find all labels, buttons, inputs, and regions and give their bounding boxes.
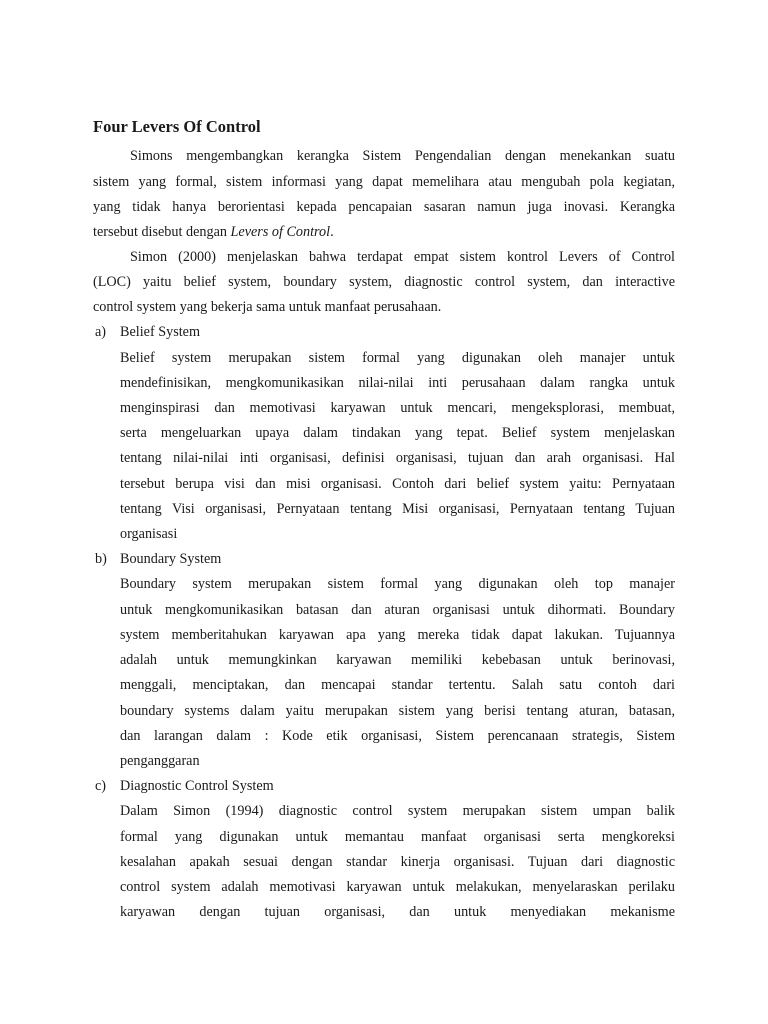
section-b-line-2: untuk mengkomunikasikan batasan dan aturan organisasi untuk dihormati. Boundary [120,602,675,618]
section-a-line-1: Belief system merupakan sistem formal yang digunakan oleh manajer untuk [120,350,675,366]
section-b-line-6: boundary systems dalam yaitu merupakan sistem yang berisi tentang aturan, batasan, [120,703,675,719]
page-title: Four Levers Of Control [93,117,261,136]
loc-line-2: (LOC) yaitu belief system, boundary system, diagnostic control system, dan interactive [93,274,675,290]
section-b-line-5: menggali, menciptakan, dan mencapai standar tertentu. Salah satu contoh dari [120,677,675,693]
intro-line-4 [93,222,334,242]
loc-line-1: Simon (2000) menjelaskan bahwa terdapat empat sistem kontrol Levers of Control [130,249,675,265]
section-c-line-3: kesalahan apakah sesuai dengan standar kinerja organisasi. Tujuan dari diagnostic [120,854,675,870]
section-a-line-6: tersebut berupa visi dan misi organisasi. Contoh dari belief system yaitu: Pernyataan [120,476,675,492]
section-b-line-3: system memberitahukan karyawan apa yang mereka tidak dapat lakukan. Tujuannya [120,627,675,643]
section-c-line-4: control system adalah memotivasi karyawan untuk melakukan, menyelaraskan perilaku [120,879,675,895]
section-c-line-2: formal yang digunakan untuk memantau manfaat organisasi serta mengkoreksi [120,829,675,845]
section-a-line-2: mendefinisikan, mengkomunikasikan nilai-nilai inti perusahaan dalam rangka untuk [120,375,675,391]
section-b-line-7: dan larangan dalam : Kode etik organisasi, Sistem perencanaan strategis, Sistem [120,728,675,744]
intro-line-1: Simons mengembangkan kerangka Sistem Pengendalian dengan menekankan suatu [130,148,675,164]
loc-line-3: control system yang bekerja sama untuk manfaat perusahaan. [93,299,442,315]
section-b-heading: Boundary System [120,551,222,567]
section-a-line-8: organisasi [120,526,178,542]
levers-of-control-term: Levers of Control [230,224,331,240]
intro-line-4-end: . [330,224,334,240]
section-a-line-3: menginspirasi dan memotivasi karyawan untuk mencari, mengeksplorasi, membuat, [120,400,675,416]
section-a-line-7: tentang Visi organisasi, Pernyataan tentang Misi organisasi, Pernyataan tentang Tujuan [120,501,675,517]
section-b-line-4: adalah untuk memungkinkan karyawan memiliki kebebasan untuk berinovasi, [120,652,675,668]
intro-line-4-text: tersebut disebut dengan [93,224,231,240]
intro-line-2: sistem yang formal, sistem informasi yang dapat memelihara atau mengubah pola kegiatan, [93,174,675,190]
section-a-heading: Belief System [120,324,200,340]
section-a-line-4: serta mengeluarkan upaya dalam tindakan yang tepat. Belief system menjelaskan [120,425,675,441]
section-c-line-5: karyawan dengan tujuan organisasi, dan untuk menyediakan mekanisme [120,904,675,920]
section-a-line-5: tentang nilai-nilai inti organisasi, definisi organisasi, tujuan dan arah organisasi. Hal [120,450,675,466]
section-b-line-8: penganggaran [120,753,200,769]
section-c-line-1: Dalam Simon (1994) diagnostic control system merupakan sistem umpan balik [120,803,675,819]
section-b-line-1: Boundary system merupakan sistem formal yang digunakan oleh top manajer [120,576,675,592]
intro-line-3: yang tidak hanya berorientasi kepada pencapaian sasaran namun juga inovasi. Kerangka [93,199,675,215]
section-c-heading: Diagnostic Control System [120,778,274,794]
section-c-marker: c) [95,778,107,794]
section-b-marker: b) [95,551,107,567]
section-a-marker: a) [95,324,107,340]
